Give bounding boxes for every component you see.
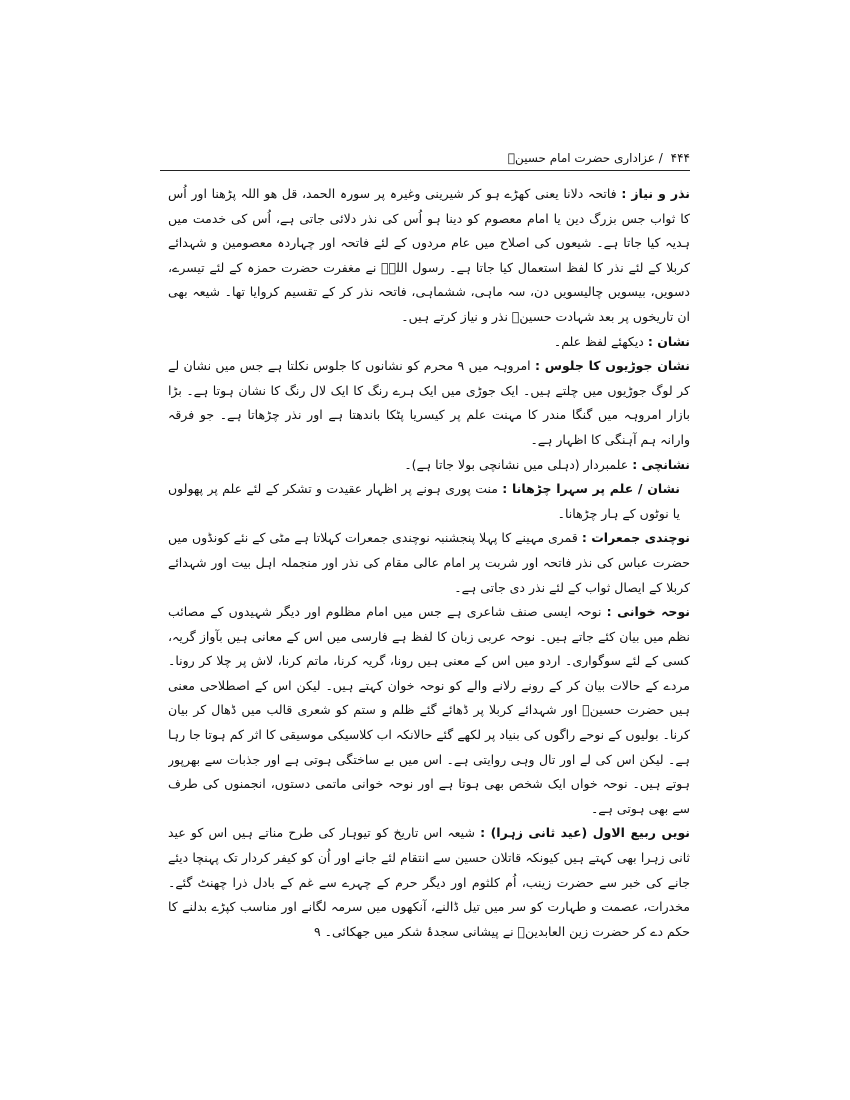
header-rule bbox=[160, 170, 690, 171]
entry-term: نشان : bbox=[647, 333, 690, 349]
entry-term: نوحہ خوانی : bbox=[606, 604, 690, 620]
entry-nishanchi bbox=[168, 453, 690, 478]
entry-text: قمری مہینے کا پہلا پنجشنبہ نوچندی جمعرات کہلاتا ہے مٹی کے نئے کونڈوں میں حضرت عباس کی نذر فاتحہ اور شربت پر امام عالی مقام کی نذر اور منجملہ اہل بیت اور شہدائے کربلا کے ایصال ثواب کے لئے نذر دی جاتی ہے۔ bbox=[168, 530, 690, 595]
entry-term: نشان / علم پر سہرا چڑھانا : bbox=[502, 481, 680, 497]
entry-text: شیعہ اس تاریخ کو تیوہار کی طرح مناتے ہیں اس کو عید ثانی زہرا بھی کہتے ہیں کیونکہ قاتلان حسین سے انتقام لئے جانے اور اُن کو کیفر کردار تک پہنچا دیئے جانے کی خبر سے حضرت زینب، اُم کلثوم اور دیگر حرم کے چہرے سے غم کے بادل ذرا چھنٹ گئے۔ مخدرات، عصمت و طہارت کو سر میں تیل ڈالنے، آنکھوں میں سرمہ لگانے اور مناسب کپڑے بدلنے کا حکم دے کر حضرت زین العابدینؑ نے پیشانی سجدۂ شکر میں جھکائی۔ ۹ bbox=[168, 825, 690, 939]
entry-term: نویں ربیع الاول (عید ثانی زہرا) : bbox=[480, 825, 690, 841]
entry-nishan-joriyon-ka-julus bbox=[168, 354, 690, 452]
entry-text: نوحہ ایسی صنف شاعری ہے جس میں امام مظلوم اور دیگر شہیدوں کے مصائب نظم میں بیان کئے جاتے ہیں۔ نوحہ عربی زبان کا لفظ ہے فارسی میں اس کے معانی ہیں بآواز گریہ، کسی کے لئے سوگواری۔ اردو میں اس کے معنی ہیں رونا، گریہ کرنا، ماتم کرنا، لاش پر چلا کر رونا۔ مردے کے حالات بیان کر کے رونے رلانے والے کو نوحہ خوان کہتے ہیں۔ لیکن اس کے اصطلاحی معنی ہیں حضرت حسینؑ اور شہدائے کربلا پر ڈھائے گئے ظلم و ستم کو شعری قالب میں ڈھال کر بیان کرنا۔ بولیوں کے نوحے راگوں کی بنیاد پر لکھے گئے حالانکہ اب کلاسیکی موسیقی کا اثر کم ہوتا جا رہا ہے۔ لیکن اس کی لے اور تال وہی روایتی ہے۔ اس میں بے ساختگی ہوتی ہے اور جذبات سے بھرپور ہوتے ہیں۔ نوحہ خواں ایک شخص بھی ہوتا ہے اور نوحہ خوانی ماتمی دستوں، انجمنوں کی طرف سے بھی ہوتی ہے۔ bbox=[168, 604, 690, 816]
entry-nazr-o-niyaz bbox=[168, 182, 690, 330]
header-separator: / bbox=[658, 151, 663, 165]
entry-term: نوچندی جمعرات : bbox=[581, 530, 690, 546]
entry-text: منت پوری ہونے پر اظہار عقیدت و تشکر کے لئے علم پر پھولوں یا نوٹوں کے ہار چڑھانا۔ bbox=[168, 481, 680, 521]
glossary-body bbox=[168, 182, 690, 992]
entry-noha-khwani bbox=[168, 600, 690, 821]
entry-term: نشانچی : bbox=[632, 456, 690, 472]
entry-term: نشان جوڑیوں کا جلوس : bbox=[534, 358, 690, 374]
entry-naween-rabi-ul-awwal bbox=[168, 821, 690, 944]
page-number: ۴۴۴ bbox=[670, 151, 690, 165]
entry-text: فاتحہ دلانا یعنی کھڑے ہو کر شیرینی وغیرہ پر سورہ الحمد، قل ھو اللہ پڑھنا اور اُس کا ثواب جس بزرگ دین یا امام معصوم کو دینا ہو اُس کی نذر دلائی جاتی ہے، اُس کی خدمت میں ہدیہ کیا جاتا ہے۔ شیعوں کی اصلاح میں عام مردوں کے لئے فاتحہ اور چہاردہ معصومین و شہدائے کربلا کے لئے نذر کا لفظ استعمال کیا جاتا ہے۔ رسول اللہؐ نے مغفرت حضرت حمزہ کے لئے تیسرے، دسویں، بیسویں چالیسویں دن، سہ ماہی، ششماہی، فاتحہ نذر کر کے تقسیم کروایا تھا۔ شیعہ بھی ان تاریخوں پر بعد شہادت حسینؑ نذر و نیاز کرتے ہیں۔ bbox=[168, 186, 690, 324]
entry-text: دیکھئے لفظ علم۔ bbox=[553, 333, 644, 349]
entry-term: نذر و نیاز : bbox=[621, 186, 690, 201]
entry-nishan bbox=[168, 330, 690, 355]
entry-nauchandi-jumerat bbox=[168, 526, 690, 600]
page-header bbox=[160, 148, 690, 170]
entry-text: امروہہ میں ۹ محرم کو نشانوں کا جلوس نکلتا ہے جس میں نشان لے کر لوگ جوڑیوں میں چلتے ہیں۔ ایک جوڑی میں ایک ہرے رنگ کا ایک لال رنگ کا نشان ہوتا ہے۔ بڑا بازار امروہہ میں گنگا مندر کا مہنت علم پر کیسریا پٹکا باندھتا ہے اور نذر چڑھاتا ہے۔ جو فرقہ وارانہ ہم آہنگی کا اظہار ہے۔ bbox=[168, 358, 690, 447]
book-title: عزاداری حضرت امام حسینؑ bbox=[507, 151, 655, 165]
entry-text: علمبردار (دہلی میں نشانچی بولا جاتا ہے)۔ bbox=[404, 456, 629, 472]
entry-nishan-alam-par-sehra bbox=[168, 477, 690, 526]
